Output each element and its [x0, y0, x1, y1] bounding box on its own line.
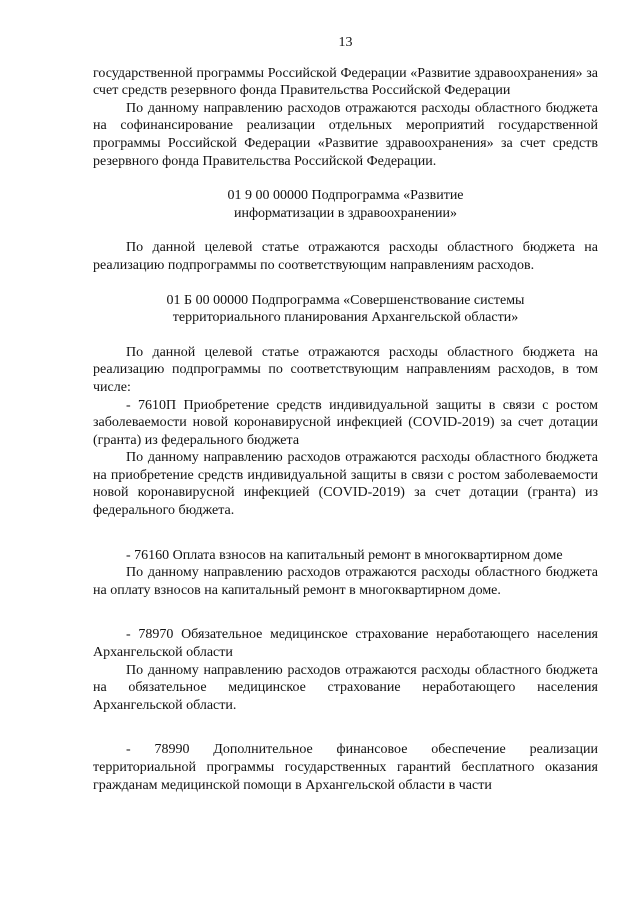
paragraph-7610p-description: По данному направлению расходов отражаются расходы областного бюджета на приобретение средств индивидуальной защиты в связи с ростом заболеваемости новой коронавирусной инфекцией (COVID-2019) за счет дотации (гранта) из федерального бюджета. — [93, 450, 598, 519]
page-number: 13 — [338, 35, 353, 50]
paragraph-target-article-informatization: По данной целевой статье отражаются расходы областного бюджета на реализацию подпрограммы по соответствующим направлениям расходов. — [93, 240, 598, 273]
list-item-7610p: - 7610П Приобретение средств индивидуальной защиты в связи с ростом заболеваемости новой коронавирусной инфекцией (COVID-2019) за счет дотации (гранта) из федерального бюджета — [93, 397, 598, 448]
paragraph-78970-description: По данному направлению расходов отражаются расходы областного бюджета на обязательное медицинское страхование неработающего населения Архангельской области. — [93, 662, 598, 713]
paragraph-expense-description: По данному направлению расходов отражаются расходы областного бюджета на софинансирование реализации отдельных мероприятий государственной программы Российской Федерации «Развитие здравоохранения» за счет средств резервного фонда Правительства Российской Федерации. — [93, 100, 598, 169]
heading-subprogram-informatization-line1: 01 9 00 00000 Подпрограмма «Развитие — [227, 188, 464, 204]
heading-subprogram-informatization-line2: информатизации в здравоохранении» — [233, 205, 458, 221]
document-page — [93, 34, 598, 794]
paragraph-target-article-planning: По данной целевой статье отражаются расходы областного бюджета на реализацию подпрограммы по соответствующим направлениям расходов, в том числе: — [93, 344, 598, 395]
heading-subprogram-planning-line1: 01 Б 00 00000 Подпрограмма «Совершенствование системы — [166, 292, 525, 308]
list-item-78970: - 78970 Обязательное медицинское страхование неработающего населения Архангельской области — [93, 627, 598, 661]
paragraph-76160-description: По данному направлению расходов отражаются расходы областного бюджета на оплату взносов на капитальный ремонт в многоквартирном доме. — [93, 565, 598, 598]
paragraph-continuation: государственной программы Российской Федерации «Развитие здравоохранения» за счет средств резервного фонда Правительства Российской Федерации — [93, 65, 598, 99]
list-item-76160: - 76160 Оплата взносов на капитальный ремонт в многоквартирном доме — [126, 547, 563, 563]
list-item-78990: - 78990 Дополнительное финансовое обеспечение реализации территориальной программы государственных гарантий бесплатного оказания гражданам медицинской помощи в Архангельской области в части — [93, 742, 598, 793]
heading-subprogram-planning-line2: территориального планирования Архангельской области» — [172, 310, 519, 326]
